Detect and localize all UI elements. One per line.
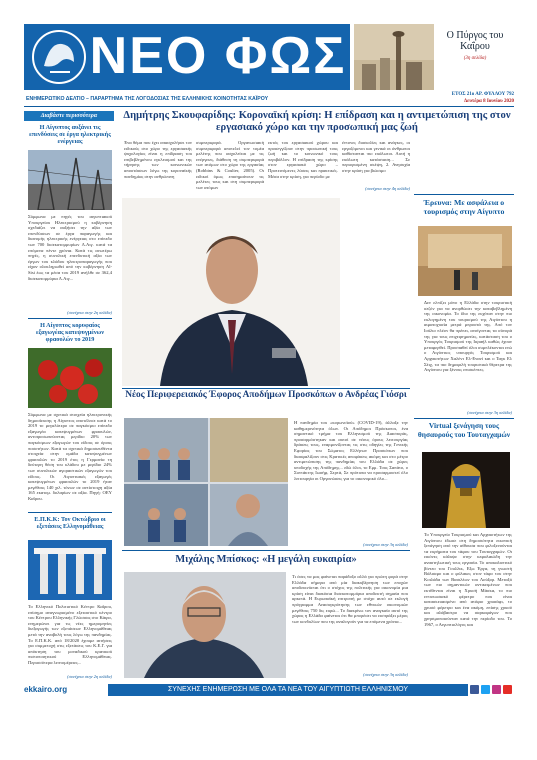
biskos-text: Τι όσες να μας φαίνεται παράδοξο αλλά για πρώτη φορά στην Ελλάδα σήμερα από μία διακυβέρνηση των εποχών αποδεικνύεται ότι ο στόχος της πολιτικής για οικονομία μια κρίση είναι διακόσια δισεκατομμύρια αποδεκτή σημαία που αρκετά. Η Ευρωπαϊκή επιτροπή με στόχο αυτό σε εκλογή πρόγραμμα Ανασυγκρότησης των εθνικών οικονομιών μεγέθους 750 δις ευρώ... Το διακρίνω τον αναγκαίο αυτό της χώρας η Ελλάδα φαίνεται ότι θα μπορέσει να εισπράξει μέρος των κονδυλίων που της αναλογούν για τα επόμενα χρόνια... <box>292 574 408 624</box>
right-article1-title[interactable]: Έρευνα: Με ασφάλεια ο τουρισμός στην Αίγυπτο <box>423 198 505 216</box>
masthead-title: ΝΕΟ ΦΩΣ <box>89 27 347 85</box>
main-col4-continue[interactable]: (συνέχεια στην 4η σελίδα) <box>365 186 410 191</box>
left-article1-text: Σύμφωνα με πηγές του αιγυπτιακού Υπουργείου Ηλεκτρισμού η κυβέρνηση σχεδιάζει να αυξήσει την αξία των επενδύσεων σε έργα παραγωγής και διανομής ηλεκτρικής ενέργειας στο επίπεδο των 700 δισεκατομμυρίων Λ.Αιγ. κατά τα επόμενα πέντε χρόνια. Κατά τις ανωτέρω πηγές, η συνολική επενδυτική αξία των έργων του κλάδου ηλεκτροπαραγωγής που είχαν ολοκληρωθεί από την κυβέρνηση Al-Sisi έως τα μέσα του 2019 ανήλθε σε 362,4 δισεκατομμύρια Λ.Αιγ... <box>28 214 112 281</box>
youtube-icon[interactable] <box>503 685 512 694</box>
left-rule-1 <box>28 318 112 319</box>
scouts-headline[interactable]: Νέος Περιφερειακός Έφορος Αποδήμων Προσκόπων ο Ανδρέας Γιόσρι <box>125 390 407 400</box>
tutankhamun-photo <box>422 452 510 528</box>
footer-site[interactable]: ekkairo.org <box>24 684 106 696</box>
masthead-rule <box>24 106 514 107</box>
left-article1-continue[interactable]: (συνέχεια στην 2η σελίδα) <box>67 310 112 315</box>
left-article3-continue[interactable]: (συνέχεια στην 2η σελίδα) <box>67 674 112 679</box>
scouts-photo <box>124 418 288 546</box>
left-header: Διαβάστε περισσότερα <box>24 111 114 121</box>
main-col3: εκτός του εργασιακού χώρου και προσεγγίζουν στην προσωπική τους ζωή και το κοινωνικό τους περιβάλλον. Η επίδραση της κρίσης στον εργασιακό χώρο – Προτεινόμενες λύσεις και πρακτικές. Μέσα στην κρίση, για περίοδο με <box>268 140 338 179</box>
skoufaridis-portrait <box>122 198 340 386</box>
facebook-icon[interactable] <box>470 685 479 694</box>
strawberries-photo <box>28 348 112 408</box>
promo-box <box>354 24 514 90</box>
main-col2: συμπεριφορά. Οργανωσιακή συμπεριφορά αποτελεί τον τομέα μελέτης που ασχολείται με τις ενέργειες, διάθεση τη συμπεριφορά των ατόμων στο χώρο της εργασίας (Robbins & Coulter, 2005). Οι ειδικοί όμως επισημαίνουν τις μελέτες τους και στη συμπεριφορά των ατόμων <box>196 140 264 190</box>
masthead-subtitle: ΕΝΗΜΕΡΩΤΙΚΟ ΔΕΛΤΙΟ – ΠΑΡΑΡΤΗΜΑ ΤΗΣ ΛΟΓΟΔΟΣΙΑΣ ΤΗΣ ΕΛΛΗΝΙΚΗΣ ΚΟΙΝΟΤΗΤΑΣ ΚΑΪΡΟΥ <box>26 96 269 102</box>
scouts-continue[interactable]: (συνέχεια στην 3η σελίδα) <box>363 542 408 547</box>
right-article2-title[interactable]: Virtual ξενάγηση τους θησαυρούς του Τουταγχαμών <box>417 421 511 439</box>
cairo-tower-photo <box>354 24 434 90</box>
power-station-photo <box>28 150 112 210</box>
right-rule-top <box>414 194 514 195</box>
issue-date: Δευτέρα 8 Ιουνίου 2020 <box>464 99 514 104</box>
right-article1-text: Δεν ελπίζει μόνο η Ελλάδα στην τουριστική σεζόν για να ανορθώσει την καταβεβλημένη της οικονομία. Το ίδιο της ευχόταν στην πιο ευλογημένη του τουρισμού της Αιγύπτου η αιματοχυσία μετρά μπροστά της. Από τον Ιούλιο πλέον θα πρέπει, ανοίγοντας τα σύνορά της για τους επιχειρηματίες, κατάσταση του ο Υπουργός Τουρισμού της Ισραήλ καθώς έχουν μεταφερθεί. Προσπαθεί όλοι συμπλέκονται ενώ ο Αιγύπτιος υπουργός Τουρισμού και Αρχαιοτήτων Χαλέντ Ελ-Ενανί και ο Ταγκ Ελ Σέιχ, τα πιο δημοφιλή τουριστικά θέρετρα της Αιγύπτου για ξένους επισκέπτες. <box>424 300 512 373</box>
right-article1-continue[interactable]: (συνέχεια στην 3η σελίδα) <box>467 410 512 415</box>
biskos-portrait <box>124 572 286 678</box>
twitter-icon[interactable] <box>481 685 490 694</box>
scouts-text: Η πανδημία του «κορωνοϊού» (COVID-19), άλλαξε την καθημερινότητα όλων. Οι Απόδημοι Πρόσκοποι, ένα σημαντικό τμήμα του Ελληνισμού της Διασποράς, προσαρμόστηκαν και αυτοί σε νέους όρους λειτουργίας δράσεις τους, εναρμονίζοντας τις στις οδηγίες της Γενικής Εφορίας του Σώματος Ελλήνων Προσκόπων που διασφαλίζουν στις Κρατικές αποφάσεις ακόμη και στο μέτρο αντιμετώπισης της πανδημίας του Ελλάδα σε χώρες υποδοχής της Απόδημης... εδώ όλοι, το Εμμ. Τους Σαπάτο, ο Συντάκτης Ιωσήφ, Σερτά, Σε πρότυπα να προσαρμοστεί όλο λειτουργία οι Οργανώσεις για το οικονομικό όλο... <box>294 420 408 481</box>
instagram-icon[interactable] <box>492 685 501 694</box>
main-col4: έντονες δυσκολίες και ανάγκες, οι εργαζόμενοι και γενικά οι άνθρωποι καθίστανται πιο ευάλωτοι. Αυτή η ευάλωτη κατάσταση... Σε περιορισμένη σκέψη, 2. Ανησυχία στην κρίση για βιώσιμο <box>342 140 410 173</box>
promo-page: (3η σελίδα) <box>463 56 487 61</box>
logo-emblem <box>30 28 88 86</box>
masthead <box>24 24 350 90</box>
left-rule-2 <box>28 512 112 513</box>
main-headline[interactable]: Δημήτρης Σκουφαρίδης: Κοροναϊκή κρίση: Η επίδραση και η αντιμετώπιση της στον εργασιακό χώρο και την προσωπική μας ζωή <box>123 110 511 133</box>
greek-column-photo <box>28 540 112 600</box>
left-article2-title[interactable]: Η Αίγυπτος κορυφαίος εξαγωγέας κατεψυγμένων φραουλών το 2019 <box>36 322 104 343</box>
center-rule-1 <box>122 388 410 389</box>
social-icons <box>470 685 514 695</box>
footer-slogan: ΣΥΝΕΧΗΣ ΕΝΗΜΕΡΩΣΗ ΜΕ ΟΛΑ ΤΑ ΝΕΑ ΤΟΥ ΑΙΓΥΠΤΙΩΤΗ ΕΛΛΗΝΙΣΜΟΥ <box>108 684 468 696</box>
promo-title[interactable]: Ο Πύργος του Καΐρου <box>446 30 504 52</box>
left-article3-text: Το Ελληνικό Πολιτιστικό Κέντρο Καΐρου, επίσημο αναγνωρισμένο εξεταστικό κέντρο του Κέντρου Ελληνικής Γλώσσας στο Κάιρο, ενημερώνει για τις νέες ημερομηνίες διεξαγωγής των εξετάσεων Ελληνομάθειας μετά την αναβολή τους λόγω της πανδημίας. Το Ε.Π.Κ.Κ. από 18/2020 έχουμε αιτήσεις για συμμετοχή στις εξετάσεις του Κ.Ε.Γ. για απόκτηση του μοναδικού κρατικού πιστοποιητικού Ελληνομάθειας. Περισσότερα λεπτομέρειες... <box>28 604 112 665</box>
left-article3-title[interactable]: Ε.Π.Κ.Κ: Τον Οκτώβριο οι εξετάσεις Ελληνομάθειας <box>34 516 106 530</box>
issue-number: ΕΤΟΣ 21ο ΑΡ. ΦΥΛΛΟΥ 792 <box>451 92 514 97</box>
tourism-photo <box>418 226 512 296</box>
main-col1: Ένα θέμα που έχει απασχολήσει τον ειδικούς στο χώρο της εργασιακής ψυχολογίας είναι η επίδραση του επιβεβλημένου εγκλεισμού και της τήρησης των κοινωνικών αποστάσεων λόγω της κοροναϊκής πανδημίας στην ανθρώπινη <box>124 140 192 179</box>
biskos-continue[interactable]: (συνέχεια στην 3η σελίδα) <box>363 672 408 677</box>
center-rule-2 <box>122 550 410 551</box>
left-article2-text: Σύμφωνα με σχετικά στοιχεία ηλεκτρονικής δημοσίευσης η Αίγυπτος αποτέλεσε κατά το 2019 το μεγαλύτερο σε παγκόσμιο επίπεδο εξαγωγέα κατεψυγμένων φραουλών, αντιπροσωπεύοντας μερίδιο 20% των παγκόσμιων εξαγωγών του είδους σε όρους ποσοτήτων. Κατά τα σχετικά δημοσιευθέντα στοιχεία στην ομάδα κατεψυγμένων φραουλών το 2019 έτος η Γερμανία τη δεύτερη θέση του κλάδου με μερίδιο 24% των συνολικών αγοραστικών εξαγωγών του είδους. Οι Αιγυπτιακές εξαγωγές κατεψυγμένων φραουλών το 2019 ήταν μεγέθους 140 χιλ. τόνων σε αντίστοιχη αξία 165 εκατομ. δολαρίων σε αξία. Πηγή: ΟΕΥ Καΐρου. <box>28 412 112 501</box>
left-article1-title[interactable]: Η Αίγυπτος αυξάνει τις επενδύσεις σε έργα ηλεκτρικής ενέργειας <box>29 124 111 145</box>
biskos-headline[interactable]: Μιχάλης Μπίσκος: «Η μεγάλη ευκαιρία» <box>175 554 357 565</box>
footer-bar <box>24 684 514 696</box>
right-rule-2 <box>414 418 514 419</box>
right-article2-text: Το Υπουργείο Τουρισμού και Αρχαιοτήτων της Αιγύπτου έδωσε στη δημοσιότητα εικονική ξενάγηση από την αίθουσα που φιλοξενούνται τα ευρήματα του τάφου του Τουταγχαμών. Οι εικόνες κάλυψε στην κεφαλαιώδη την αναστηλωτική τους εργασία. Το αποκαλυπτικό βίντεο του Γουλλικ, Εξω Έργα, τη γνωστή Βάλσαμο και ο φύλακες στον τάφο του στην Κοιλάδα των Βασιλέων του Λούξορ. Μεταξύ των πιο σημαντικών αντικειμένων που εκτίθενται είναι η Χρυσή Μάσκα, το πιο εντυπωσιακό φέρετρο που είναι κατασκευασμένο από ατόφιο χρυσάφι, το χρυσό φέρετρο και ένα ακόμη, επίσης χρυσό και αλάβαστρο να σαρκοφάγων που χρησιμοποιούνταν κατά την περίοδο του. Το 1967, ο Αιγυπτιολόγος και <box>424 532 512 627</box>
